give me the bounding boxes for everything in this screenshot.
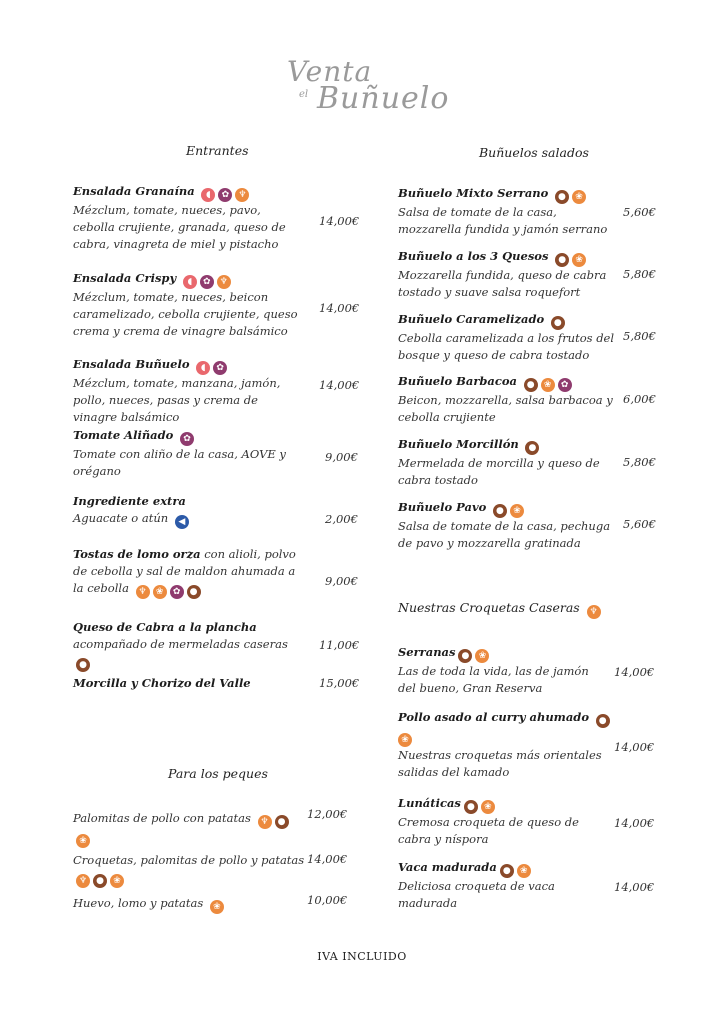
menu-item xyxy=(73,270,298,340)
menu-item xyxy=(73,546,298,599)
item-name: Ingrediente extra xyxy=(73,494,186,508)
egg-icon: ● xyxy=(525,441,539,455)
menu-item xyxy=(398,248,618,301)
item-price: 14,00€ xyxy=(319,214,360,228)
sulfites-icon: ✿ xyxy=(213,361,227,375)
nuts-icon: ◖ xyxy=(196,361,210,375)
sulfites-icon: ✿ xyxy=(180,432,194,446)
section-title-croquetas xyxy=(398,600,601,619)
item-name: Tomate Aliñado xyxy=(73,428,174,442)
item-name: Croquetas, palomitas de pollo y patatas xyxy=(73,853,305,867)
dairy-icon: ❀ xyxy=(510,504,524,518)
sulfites-icon: ✿ xyxy=(218,188,232,202)
item-name: Buñuelo Mixto Serrano xyxy=(398,186,549,200)
dairy-icon: ❀ xyxy=(210,900,224,914)
dairy-icon: ❀ xyxy=(481,800,495,814)
gluten-icon: ♆ xyxy=(76,874,90,888)
item-name: Huevo, lomo y patatas xyxy=(73,896,204,910)
item-name: Morcilla y Chorizo del Valle xyxy=(73,676,251,690)
menu-item xyxy=(73,810,298,848)
item-price: 10,00€ xyxy=(307,893,348,907)
gluten-icon: ♆ xyxy=(258,815,272,829)
item-price: 12,00€ xyxy=(307,807,348,821)
item-price: 14,00€ xyxy=(614,880,655,894)
menu-item xyxy=(73,619,298,672)
menu-item xyxy=(73,183,298,253)
sulfites-icon: ✿ xyxy=(200,275,214,289)
dairy-icon: ❀ xyxy=(110,874,124,888)
item-description: Deliciosa croqueta de vaca madurada xyxy=(398,879,555,910)
gluten-icon: ♆ xyxy=(136,585,150,599)
menu-item xyxy=(73,675,308,692)
egg-icon: ● xyxy=(551,316,565,330)
item-description: Salsa de tomate de la casa, pechuga de pavo y mozzarella gratinada xyxy=(398,519,611,550)
menu-item xyxy=(73,895,298,914)
gluten-icon: ♆ xyxy=(587,605,601,619)
item-name: Buñuelo Morcillón xyxy=(398,437,519,451)
item-description: Mézclum, tomate, manzana, jamón, pollo, nueces, pasas y crema de vinagre balsámico xyxy=(73,376,281,424)
item-price: 15,00€ xyxy=(319,676,360,690)
dairy-icon: ❀ xyxy=(572,190,586,204)
menu-item xyxy=(398,499,618,552)
egg-icon: ● xyxy=(458,649,472,663)
item-price: 9,00€ xyxy=(325,574,358,588)
item-name: Buñuelo Caramelizado xyxy=(398,312,545,326)
brand-line-2: el xyxy=(299,89,309,100)
item-price: 5,60€ xyxy=(623,205,656,219)
item-price: 5,80€ xyxy=(623,455,656,469)
item-name: Queso de Cabra a la plancha xyxy=(73,620,257,634)
item-description: Mézclum, tomate, nueces, beicon caramelizado, cebolla crujiente, queso crema y crema de vinagre balsámico xyxy=(73,290,298,338)
gluten-icon: ♆ xyxy=(217,275,231,289)
sulfites-icon: ✿ xyxy=(170,585,184,599)
item-description: Las de toda la vida, las de jamón del bueno, Gran Reserva xyxy=(398,664,589,695)
egg-icon: ● xyxy=(76,658,90,672)
item-description-text: Aguacate o atún xyxy=(73,511,169,525)
egg-icon: ● xyxy=(596,714,610,728)
nuts-icon: ◖ xyxy=(201,188,215,202)
dairy-icon: ❀ xyxy=(76,834,90,848)
egg-icon: ● xyxy=(493,504,507,518)
menu-item xyxy=(398,185,618,238)
menu-item xyxy=(398,795,610,848)
item-description xyxy=(73,510,298,529)
section-title-peques: Para los peques xyxy=(168,766,268,781)
item-name: Vaca madurada xyxy=(398,860,497,874)
egg-icon: ● xyxy=(555,190,569,204)
item-name: Buñuelo Pavo xyxy=(398,500,487,514)
sulfites-icon: ✿ xyxy=(558,378,572,392)
item-description: Salsa de tomate de la casa, mozzarella fundida y jamón serrano xyxy=(398,205,608,236)
item-price: 14,00€ xyxy=(614,665,655,679)
item-price: 9,00€ xyxy=(325,450,358,464)
item-name: Tostas de lomo orza xyxy=(73,547,201,561)
item-price: 14,00€ xyxy=(614,740,655,754)
item-description: Mozzarella fundida, queso de cabra tostado y suave salsa roquefort xyxy=(398,268,607,299)
dairy-icon: ❀ xyxy=(572,253,586,267)
item-description: Cebolla caramelizada a los frutos del bosque y queso de cabra tostado xyxy=(398,331,615,362)
egg-icon: ● xyxy=(555,253,569,267)
dairy-icon: ❀ xyxy=(153,585,167,599)
item-description: Mermelada de morcilla y queso de cabra tostado xyxy=(398,456,600,487)
item-description: Cremosa croqueta de queso de cabra y níspora xyxy=(398,815,579,846)
menu-item xyxy=(398,311,618,364)
item-description: Mézclum, tomate, nueces, pavo, cebolla crujiente, granada, queso de cabra, vinagreta de miel y pistacho xyxy=(73,203,286,251)
item-price: 14,00€ xyxy=(307,852,348,866)
item-price: 11,00€ xyxy=(319,638,360,652)
menu-item xyxy=(398,373,618,426)
item-description: Tomate con aliño de la casa, AOVE y orégano xyxy=(73,447,286,478)
menu-item xyxy=(73,493,298,529)
item-name: Palomitas de pollo con patatas xyxy=(73,811,251,825)
menu-item xyxy=(73,356,298,426)
section-title-bunuelos: Buñuelos salados xyxy=(479,145,589,160)
menu-item xyxy=(73,852,308,888)
dairy-icon: ❀ xyxy=(398,733,412,747)
item-description: acompañado de mermeladas caseras xyxy=(73,637,288,651)
fish-icon: ◀ xyxy=(175,515,189,529)
item-description: Beicon, mozzarella, salsa barbacoa y cebolla crujiente xyxy=(398,393,613,424)
egg-icon: ● xyxy=(464,800,478,814)
item-name: Buñuelo Barbacoa xyxy=(398,374,518,388)
gluten-icon: ♆ xyxy=(235,188,249,202)
item-price: 5,60€ xyxy=(623,517,656,531)
egg-icon: ● xyxy=(500,864,514,878)
egg-icon: ● xyxy=(93,874,107,888)
item-price: 14,00€ xyxy=(319,301,360,315)
item-price: 5,80€ xyxy=(623,267,656,281)
item-price: 14,00€ xyxy=(319,378,360,392)
item-name: Serranas xyxy=(398,645,456,659)
item-price: 14,00€ xyxy=(614,816,655,830)
egg-icon: ● xyxy=(187,585,201,599)
footer-note: IVA INCLUIDO xyxy=(317,950,407,963)
item-name: Ensalada Crispy xyxy=(73,271,177,285)
section-title-entrantes: Entrantes xyxy=(186,143,249,158)
menu-item xyxy=(398,644,608,697)
menu-item xyxy=(398,709,610,781)
item-name: Pollo asado al curry ahumado xyxy=(398,710,590,724)
item-name: Lunáticas xyxy=(398,796,461,810)
item-price: 2,00€ xyxy=(325,512,358,526)
egg-icon: ● xyxy=(275,815,289,829)
dairy-icon: ❀ xyxy=(541,378,555,392)
item-description: con alioli, polvo de cebolla y sal de maldon ahumada a la cebolla xyxy=(73,547,296,595)
menu-item xyxy=(73,427,298,480)
item-description: Nuestras croquetas más orientales salidas del kamado xyxy=(398,748,602,779)
egg-icon: ● xyxy=(524,378,538,392)
dairy-icon: ❀ xyxy=(475,649,489,663)
item-name: Ensalada Buñuelo xyxy=(73,357,190,371)
item-price: 6,00€ xyxy=(623,392,656,406)
item-name: Ensalada Granaína xyxy=(73,184,195,198)
brand-line-1: Venta xyxy=(287,55,373,88)
dairy-icon: ❀ xyxy=(517,864,531,878)
menu-item xyxy=(398,436,618,489)
brand-line-3: Buñuelo xyxy=(317,81,450,116)
nuts-icon: ◖ xyxy=(183,275,197,289)
item-price: 5,80€ xyxy=(623,329,656,343)
section-title-croquetas-text: Nuestras Croquetas Caseras xyxy=(398,600,580,615)
menu-item xyxy=(398,859,610,912)
item-name: Buñuelo a los 3 Quesos xyxy=(398,249,549,263)
